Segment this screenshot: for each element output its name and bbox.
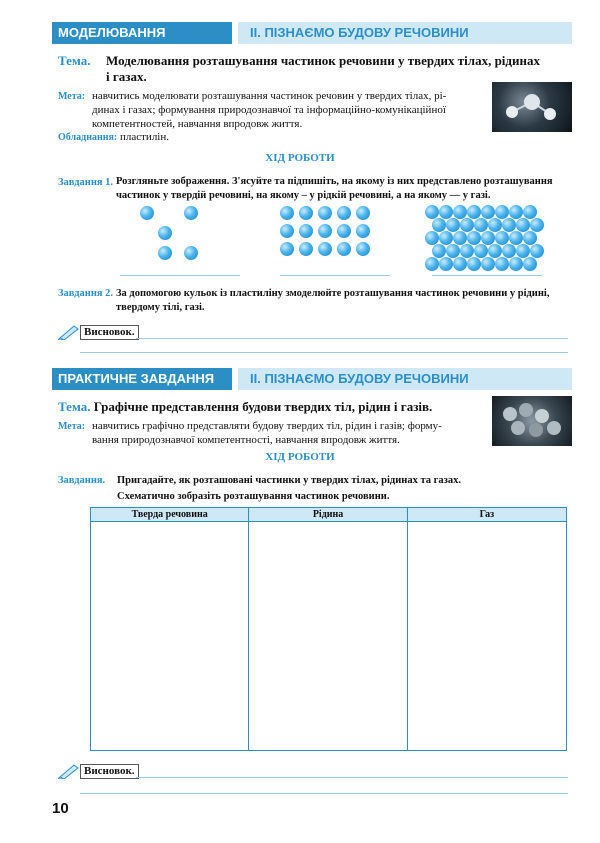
particle xyxy=(425,257,439,271)
drawing-cell[interactable] xyxy=(407,522,566,751)
particle xyxy=(509,205,523,219)
particle xyxy=(432,244,446,258)
particle xyxy=(467,205,481,219)
goal-label: Мета: xyxy=(58,421,86,432)
particle xyxy=(446,244,460,258)
particle xyxy=(502,244,516,258)
particle xyxy=(453,231,467,245)
chapter-title: ІІ. ПІЗНАЄМО БУДОВУ РЕЧОВИНИ xyxy=(238,368,572,390)
particle xyxy=(318,242,332,256)
particle xyxy=(516,218,530,232)
equipment-row xyxy=(58,130,169,145)
answer-line[interactable] xyxy=(432,275,542,276)
drawing-table xyxy=(90,507,567,751)
molecule-photo xyxy=(492,82,572,132)
particle xyxy=(474,218,488,232)
topic-text-line2: і газах. xyxy=(106,69,147,84)
column-header-solid: Тверда речовина xyxy=(91,508,249,522)
section-header-modeling xyxy=(52,22,572,44)
goal-line: вання природознавчої компетентності, навчання впродовж життя. xyxy=(92,434,400,446)
topic-label: Тема. xyxy=(58,399,91,414)
particle xyxy=(523,205,537,219)
particle xyxy=(509,257,523,271)
particle xyxy=(158,226,172,240)
conclusion-line[interactable] xyxy=(80,793,568,794)
particle xyxy=(516,244,530,258)
procedure-title: ХІД РОБОТИ xyxy=(265,451,335,463)
conclusion-label: Висновок. xyxy=(80,764,139,779)
goal-label: Мета: xyxy=(58,91,86,102)
particle xyxy=(280,242,294,256)
section-header-practical xyxy=(52,368,572,390)
liquid-particles-diagram xyxy=(280,206,380,266)
particle xyxy=(502,218,516,232)
particle xyxy=(280,224,294,238)
pencil-icon xyxy=(58,324,80,340)
goal-line: компетентностей, навчання впродовж життя. xyxy=(92,118,303,130)
conclusion-line[interactable] xyxy=(136,338,568,339)
topic-text-line1: Моделювання розташування частинок речовини у твердих тілах, рідинах xyxy=(106,53,540,68)
particle xyxy=(495,205,509,219)
particle xyxy=(140,206,154,220)
task2-line: За допомогою кульок із пластиліну змоделюйте розташування частинок речовини у рідині, xyxy=(116,288,550,299)
particle xyxy=(474,244,488,258)
particle xyxy=(318,206,332,220)
particle xyxy=(184,206,198,220)
drawing-cell[interactable] xyxy=(249,522,407,751)
conclusion-label: Висновок. xyxy=(80,325,139,340)
particle xyxy=(453,257,467,271)
particle xyxy=(523,231,537,245)
conclusion-line[interactable] xyxy=(80,352,568,353)
task1-label: Завдання 1. xyxy=(58,177,114,188)
particle xyxy=(530,218,544,232)
topic-label: Тема. xyxy=(58,53,91,68)
gas-particles-diagram xyxy=(120,200,240,270)
task2-label: Завдання 2. xyxy=(58,288,114,299)
goal-text xyxy=(92,419,492,447)
particle xyxy=(481,205,495,219)
particle xyxy=(337,206,351,220)
particle xyxy=(337,242,351,256)
goal-line: навчитись моделювати розташування частинок речовин у твердих тілах, рі- xyxy=(92,90,447,102)
particle xyxy=(280,206,294,220)
particle xyxy=(184,246,198,260)
particle xyxy=(453,205,467,219)
particle xyxy=(446,218,460,232)
section-tag: МОДЕЛЮВАННЯ xyxy=(52,22,232,44)
particle xyxy=(299,242,313,256)
column-header-gas: Газ xyxy=(407,508,566,522)
topic-text: Графічне представлення будови твердих тіл, рідин і газів. xyxy=(93,399,433,414)
particle xyxy=(495,231,509,245)
particle xyxy=(356,224,370,238)
answer-line[interactable] xyxy=(120,275,240,276)
particle xyxy=(158,246,172,260)
particle xyxy=(467,231,481,245)
particle xyxy=(299,224,313,238)
topic-block-2 xyxy=(58,399,498,415)
equipment-value: пластилін. xyxy=(119,131,170,143)
goal-line: навчитись графічно представляти будову твердих тіл, рідин і газів; форму- xyxy=(92,420,442,432)
particle xyxy=(481,257,495,271)
particle xyxy=(425,231,439,245)
page-number: 10 xyxy=(52,800,69,817)
particle xyxy=(488,244,502,258)
particle xyxy=(425,205,439,219)
particles-icon xyxy=(492,396,572,446)
particle xyxy=(460,244,474,258)
drawing-cell[interactable] xyxy=(91,522,249,751)
task-line: Схематично зобразіть розташування частинок речовини. xyxy=(117,491,390,502)
procedure-title: ХІД РОБОТИ xyxy=(265,152,335,164)
particle xyxy=(467,257,481,271)
task1-text xyxy=(116,175,576,203)
particle xyxy=(481,231,495,245)
conclusion-line[interactable] xyxy=(136,777,568,778)
particle xyxy=(432,218,446,232)
particle xyxy=(488,218,502,232)
chapter-title: ІІ. ПІЗНАЄМО БУДОВУ РЕЧОВИНИ xyxy=(238,22,572,44)
task1-line: частинок у твердій речовині, на якому – у рідкій речовині, а на якому — у газі. xyxy=(116,190,491,201)
task2-text xyxy=(116,287,576,315)
particle xyxy=(495,257,509,271)
particle xyxy=(460,218,474,232)
particle xyxy=(530,244,544,258)
particle xyxy=(509,231,523,245)
particle xyxy=(439,205,453,219)
section-tag: ПРАКТИЧНЕ ЗАВДАННЯ xyxy=(52,368,232,390)
particle xyxy=(439,257,453,271)
equipment-label: Обладнання: xyxy=(58,132,118,143)
molecule-icon xyxy=(492,82,572,132)
particles-photo xyxy=(492,396,572,446)
particle xyxy=(337,224,351,238)
particle xyxy=(299,206,313,220)
particle xyxy=(523,257,537,271)
pencil-icon xyxy=(58,763,80,779)
particle xyxy=(318,224,332,238)
task-line: Пригадайте, як розташовані частинки у твердих тілах, рідинах та газах. xyxy=(117,475,461,486)
solid-particles-diagram xyxy=(425,205,545,270)
task1-line: Розгляньте зображення. З'ясуйте та підпишіть, на якому із них представлено розташування xyxy=(116,176,553,187)
column-header-liquid: Рідина xyxy=(249,508,407,522)
task2-line: твердому тілі, газі. xyxy=(116,302,205,313)
particle xyxy=(356,206,370,220)
task-text xyxy=(117,473,557,505)
goal-text xyxy=(92,89,492,131)
answer-line[interactable] xyxy=(280,275,390,276)
task-label: Завдання. xyxy=(58,475,106,486)
particle xyxy=(439,231,453,245)
goal-line: динах і газах; формування природознавчої та інформаційно-комунікаційної xyxy=(92,104,446,116)
particle xyxy=(356,242,370,256)
